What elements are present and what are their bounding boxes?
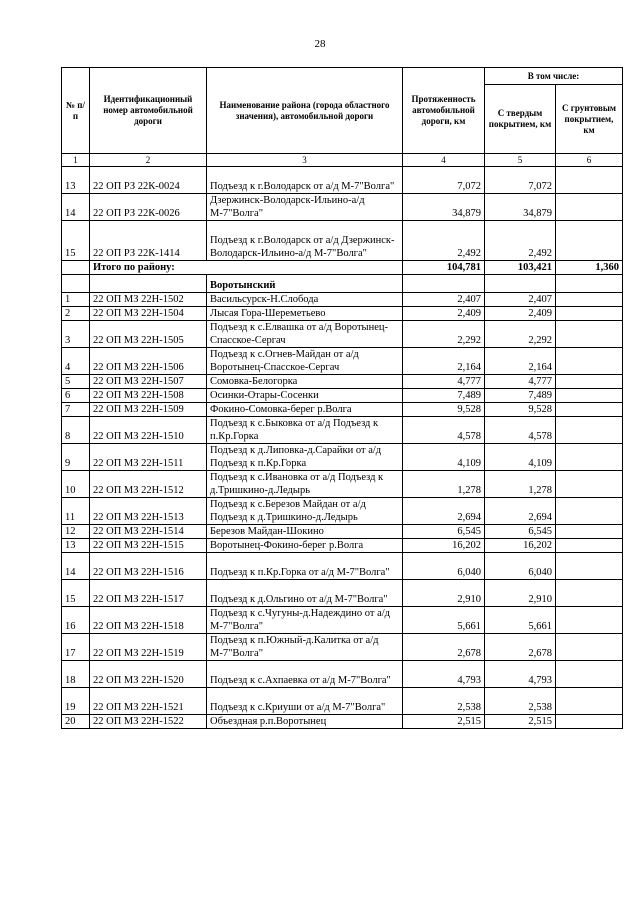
road-id: 22 ОП МЗ 22Н-1515: [90, 539, 207, 553]
road-length: 1,278: [403, 471, 485, 498]
road-length: 2,515: [403, 715, 485, 729]
road-name: Подъезд к с.Быковка от а/д Подъезд к п.Кр.Горка: [207, 417, 403, 444]
ground-surface-length: [556, 688, 623, 715]
header-length: Протяженность автомобильной дороги, км: [403, 68, 485, 154]
row-number: 1: [62, 293, 90, 307]
table-row: [62, 525, 623, 539]
header-ground-surface: С грунтовым покрытием, км: [556, 85, 623, 154]
road-length: 34,879: [403, 194, 485, 221]
road-length: 9,528: [403, 403, 485, 417]
road-name: Воротынец-Фокино-берег р.Волга: [207, 539, 403, 553]
row-number: 8: [62, 417, 90, 444]
header-road-name: Наименование района (города областного значения), автомобильной дороги: [207, 68, 403, 154]
ground-surface-length: [556, 194, 623, 221]
road-id: 22 ОП МЗ 22Н-1505: [90, 321, 207, 348]
road-name: Подъезд к д.Ольгино от а/д М-7"Волга": [207, 580, 403, 607]
ground-surface-length: [556, 444, 623, 471]
total-num-cell: [62, 261, 90, 275]
road-name: Сомовка-Белогорка: [207, 375, 403, 389]
road-id: 22 ОП МЗ 22Н-1508: [90, 389, 207, 403]
hard-surface-length: 34,879: [485, 194, 556, 221]
hard-surface-length: 2,678: [485, 634, 556, 661]
road-id: 22 ОП МЗ 22Н-1517: [90, 580, 207, 607]
road-length: 2,910: [403, 580, 485, 607]
road-length: 4,793: [403, 661, 485, 688]
row-number: 10: [62, 471, 90, 498]
district-length-cell: [403, 275, 485, 293]
road-id: 22 ОП РЗ 22К-1414: [90, 221, 207, 261]
table-row: [62, 293, 623, 307]
table-row: [62, 348, 623, 375]
road-name: Подъезд к г.Володарск от а/д Дзержинск-Володарск-Ильино-а/д М-7"Волга": [207, 221, 403, 261]
table-row: [62, 307, 623, 321]
table-row: [62, 539, 623, 553]
road-id: 22 ОП МЗ 22Н-1511: [90, 444, 207, 471]
road-length: 7,489: [403, 389, 485, 403]
ground-surface-length: [556, 525, 623, 539]
table-row: [62, 167, 623, 194]
ground-surface-length: [556, 553, 623, 580]
ground-surface-length: [556, 348, 623, 375]
ground-surface-length: [556, 307, 623, 321]
table-body-summary: [62, 261, 623, 293]
road-name: Подъезд к г.Володарск от а/д М-7"Волга": [207, 167, 403, 194]
hard-surface-length: 9,528: [485, 403, 556, 417]
road-id: 22 ОП МЗ 22Н-1506: [90, 348, 207, 375]
road-length: 4,109: [403, 444, 485, 471]
column-number-row: [62, 154, 623, 167]
row-number: 13: [62, 539, 90, 553]
row-number: 17: [62, 634, 90, 661]
road-length: 2,694: [403, 498, 485, 525]
road-length: 6,545: [403, 525, 485, 539]
road-length: 2,409: [403, 307, 485, 321]
hard-surface-length: 4,578: [485, 417, 556, 444]
road-length: 2,492: [403, 221, 485, 261]
column-number: 5: [485, 154, 556, 167]
hard-surface-length: 4,793: [485, 661, 556, 688]
row-number: 14: [62, 194, 90, 221]
row-number: 19: [62, 688, 90, 715]
table-row: [62, 607, 623, 634]
hard-surface-length: 2,292: [485, 321, 556, 348]
column-number: 3: [207, 154, 403, 167]
ground-surface-length: [556, 661, 623, 688]
table-row: [62, 553, 623, 580]
road-id: 22 ОП МЗ 22Н-1516: [90, 553, 207, 580]
hard-surface-length: 2,538: [485, 688, 556, 715]
row-number: 4: [62, 348, 90, 375]
row-number: 18: [62, 661, 90, 688]
road-id: 22 ОП МЗ 22Н-1522: [90, 715, 207, 729]
total-ground: 1,360: [556, 261, 623, 275]
road-name: Подъезд к п.Кр.Горка от а/д М-7"Волга": [207, 553, 403, 580]
row-number: 16: [62, 607, 90, 634]
table-header: [62, 68, 623, 167]
road-length: 6,040: [403, 553, 485, 580]
road-id: 22 ОП МЗ 22Н-1504: [90, 307, 207, 321]
total-hard: 103,421: [485, 261, 556, 275]
road-id: 22 ОП МЗ 22Н-1512: [90, 471, 207, 498]
table-row: [62, 417, 623, 444]
row-number: 15: [62, 221, 90, 261]
column-number: 2: [90, 154, 207, 167]
row-number: 13: [62, 167, 90, 194]
table-row: [62, 403, 623, 417]
page-number: 28: [314, 38, 326, 50]
road-id: 22 ОП МЗ 22Н-1520: [90, 661, 207, 688]
road-length: 2,292: [403, 321, 485, 348]
road-length: 7,072: [403, 167, 485, 194]
road-id: 22 ОП МЗ 22Н-1518: [90, 607, 207, 634]
district-ground-cell: [556, 275, 623, 293]
total-length: 104,781: [403, 261, 485, 275]
row-number: 5: [62, 375, 90, 389]
column-number: 1: [62, 154, 90, 167]
ground-surface-length: [556, 389, 623, 403]
header-including: В том числе:: [485, 68, 623, 85]
hard-surface-length: 2,492: [485, 221, 556, 261]
road-name: Подъезд к д.Липовка-д.Сарайки от а/д Подъезд к п.Кр.Горка: [207, 444, 403, 471]
table-row: [62, 389, 623, 403]
road-length: 2,164: [403, 348, 485, 375]
table-row: [62, 634, 623, 661]
roads-table: [61, 67, 623, 729]
hard-surface-length: 2,515: [485, 715, 556, 729]
table-body-top: [62, 167, 623, 261]
ground-surface-length: [556, 715, 623, 729]
road-length: 4,578: [403, 417, 485, 444]
ground-surface-length: [556, 167, 623, 194]
hard-surface-length: 16,202: [485, 539, 556, 553]
road-id: 22 ОП МЗ 22Н-1519: [90, 634, 207, 661]
road-name: Подъезд к с.Чугуны-д.Надеждино от а/д М-7"Волга": [207, 607, 403, 634]
ground-surface-length: [556, 539, 623, 553]
hard-surface-length: 2,910: [485, 580, 556, 607]
column-number: 6: [556, 154, 623, 167]
row-number: 2: [62, 307, 90, 321]
row-number: 7: [62, 403, 90, 417]
hard-surface-length: 4,777: [485, 375, 556, 389]
district-num-cell: [62, 275, 90, 293]
row-number: 14: [62, 553, 90, 580]
ground-surface-length: [556, 321, 623, 348]
ground-surface-length: [556, 607, 623, 634]
table-row: [62, 661, 623, 688]
road-name: Осинки-Отары-Сосенки: [207, 389, 403, 403]
table-row: [62, 688, 623, 715]
header-hard-surface: С твердым покрытием, км: [485, 85, 556, 154]
hard-surface-length: 6,545: [485, 525, 556, 539]
hard-surface-length: 4,109: [485, 444, 556, 471]
road-id: 22 ОП МЗ 22Н-1521: [90, 688, 207, 715]
road-name: Подъезд к с.Огнев-Майдан от а/д Воротынец-Спасское-Сергач: [207, 348, 403, 375]
table-row: [62, 444, 623, 471]
road-name: Подъезд к п.Южный-д.Калитка от а/д М-7"Волга": [207, 634, 403, 661]
road-name: Подъезд к с.Криуши от а/д М-7"Волга": [207, 688, 403, 715]
row-number: 20: [62, 715, 90, 729]
hard-surface-length: 7,489: [485, 389, 556, 403]
hard-surface-length: 1,278: [485, 471, 556, 498]
table-row: [62, 715, 623, 729]
road-id: 22 ОП РЗ 22К-0024: [90, 167, 207, 194]
row-number: 3: [62, 321, 90, 348]
road-name: Дзержинск-Володарск-Ильино-а/д М-7"Волга": [207, 194, 403, 221]
district-name: Воротынский: [207, 275, 403, 293]
ground-surface-length: [556, 580, 623, 607]
hard-surface-length: 6,040: [485, 553, 556, 580]
row-number: 11: [62, 498, 90, 525]
road-id: 22 ОП МЗ 22Н-1507: [90, 375, 207, 389]
road-name: Подъезд к с.Елвашка от а/д Воротынец-Спасское-Сергач: [207, 321, 403, 348]
row-number: 15: [62, 580, 90, 607]
ground-surface-length: [556, 634, 623, 661]
road-name: Подъезд к с.Березов Майдан от а/д Подъезд к д.Тришкино-д.Ледырь: [207, 498, 403, 525]
road-length: 2,538: [403, 688, 485, 715]
ground-surface-length: [556, 403, 623, 417]
table-row: [62, 321, 623, 348]
district-heading-row: [62, 275, 623, 293]
road-length: 5,661: [403, 607, 485, 634]
ground-surface-length: [556, 375, 623, 389]
road-id: 22 ОП МЗ 22Н-1513: [90, 498, 207, 525]
row-number: 6: [62, 389, 90, 403]
road-id: 22 ОП МЗ 22Н-1502: [90, 293, 207, 307]
road-id: 22 ОП РЗ 22К-0026: [90, 194, 207, 221]
table-row: [62, 375, 623, 389]
road-length: 16,202: [403, 539, 485, 553]
header-road-id: Идентификационный номер автомобильной дороги: [90, 68, 207, 154]
ground-surface-length: [556, 293, 623, 307]
row-number: 12: [62, 525, 90, 539]
ground-surface-length: [556, 471, 623, 498]
road-id: 22 ОП МЗ 22Н-1510: [90, 417, 207, 444]
row-number: 9: [62, 444, 90, 471]
hard-surface-length: 2,407: [485, 293, 556, 307]
header-num: № п/п: [62, 68, 90, 154]
table-row: [62, 498, 623, 525]
road-name: Березов Майдан-Шокино: [207, 525, 403, 539]
road-name: Фокино-Сомовка-берег р.Волга: [207, 403, 403, 417]
hard-surface-length: 2,409: [485, 307, 556, 321]
table-row: [62, 221, 623, 261]
hard-surface-length: 2,164: [485, 348, 556, 375]
hard-surface-length: 2,694: [485, 498, 556, 525]
road-length: 2,407: [403, 293, 485, 307]
table-row: [62, 194, 623, 221]
table-row: [62, 580, 623, 607]
table-row: [62, 471, 623, 498]
road-id: 22 ОП МЗ 22Н-1509: [90, 403, 207, 417]
road-name: Подъезд к с.Ивановка от а/д Подъезд к д.Тришкино-д.Ледырь: [207, 471, 403, 498]
road-name: Объездная р.п.Воротынец: [207, 715, 403, 729]
district-total-row: [62, 261, 623, 275]
road-name: Васильсурск-Н.Слобода: [207, 293, 403, 307]
hard-surface-length: 7,072: [485, 167, 556, 194]
ground-surface-length: [556, 498, 623, 525]
road-name: Лысая Гора-Шереметьево: [207, 307, 403, 321]
road-name: Подъезд к с.Ахпаевка от а/д М-7"Волга": [207, 661, 403, 688]
ground-surface-length: [556, 417, 623, 444]
ground-surface-length: [556, 221, 623, 261]
column-number: 4: [403, 154, 485, 167]
road-id: 22 ОП МЗ 22Н-1514: [90, 525, 207, 539]
road-length: 2,678: [403, 634, 485, 661]
table-body-bottom: [62, 293, 623, 729]
district-hard-cell: [485, 275, 556, 293]
hard-surface-length: 5,661: [485, 607, 556, 634]
district-id-cell: [90, 275, 207, 293]
total-label: Итого по району:: [90, 261, 403, 275]
road-length: 4,777: [403, 375, 485, 389]
